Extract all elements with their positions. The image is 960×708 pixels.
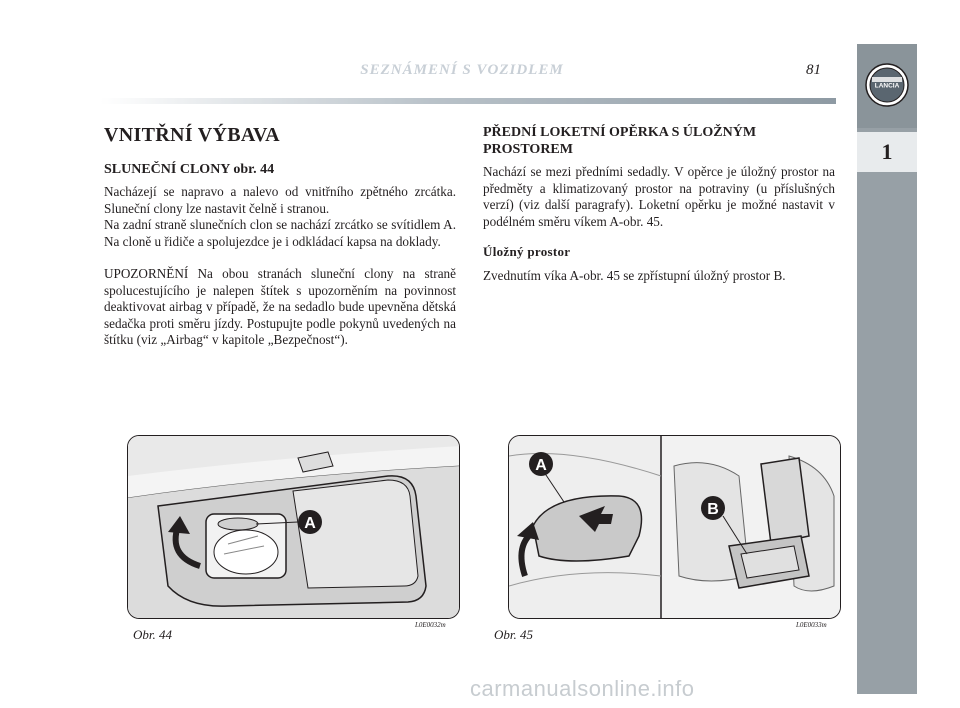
- figure-sun-visor: [127, 435, 460, 619]
- armrest-illustration: [509, 436, 841, 619]
- lancia-logo: [864, 62, 910, 108]
- running-header: SEZNÁMENÍ S VOZIDLEM: [360, 62, 564, 78]
- left-column: [104, 124, 456, 349]
- sun-visors-paragraph-2: Na zadní straně slunečních clon se nachází zrcátko se svítidlem A. Na cloně u řidiče a spolujezdce je i odkládací kapsa na doklady.: [104, 217, 456, 249]
- header-rule: [100, 98, 836, 104]
- storage-paragraph: Zvednutím víka A-obr. 45 se zpřístupní úložný prostor B.: [483, 268, 786, 283]
- sun-visor-illustration: [128, 436, 460, 619]
- label-a: A: [535, 457, 547, 474]
- label-a: A: [304, 515, 316, 532]
- armrest-heading: PŘEDNÍ LOKETNÍ OPĚRKA S ÚLOŽNÝM PROSTOREM: [483, 125, 757, 157]
- right-column: [483, 124, 835, 285]
- figure-44-code: L0E0032m: [415, 621, 446, 629]
- airbag-warning: UPOZORNĚNÍ Na obou stranách sluneční clony na straně spolucestujícího je nalepen štítek s upozorněním na povinnost deaktivovat airbag v případě, že na sedadlo bude upevněna dětská sedačka proti směru jízdy. Postupujte podle pokynů uvedených na štítku (viz „Airbag“ v kapitole „Bezpečnost“).: [104, 266, 456, 347]
- storage-heading: Úložný prostor: [483, 244, 571, 259]
- sun-visors-heading: SLUNEČNÍ CLONY obr. 44: [104, 162, 275, 177]
- page-number: 81: [806, 62, 821, 78]
- figure-45-caption: Obr. 45: [494, 627, 534, 642]
- section-heading: VNITŘNÍ VÝBAVA: [104, 124, 280, 146]
- armrest-paragraph-1: Nachází se mezi předními sedadly. V opěrce je úložný prostor na předměty a klimatizovaný prostor na potraviny (u příslušných verzí) (viz další paragrafy). Loketní opěrku je možné nastavit v podélném směru víkem A-obr. 45.: [483, 164, 835, 229]
- figure-44-caption: Obr. 44: [133, 627, 173, 642]
- sun-visors-paragraph-1: Nacházejí se napravo a nalevo od vnitřního zpětného zrcátka. Sluneční clony lze nastavit čelně i stranou.: [104, 184, 456, 216]
- watermark: carmanualsonline.info: [470, 676, 695, 701]
- label-b: B: [707, 501, 719, 518]
- figure-armrest: [508, 435, 841, 619]
- figure-45-code: L0E0033m: [796, 621, 827, 629]
- logo-text: LANCIA: [874, 82, 900, 90]
- chapter-number: 1: [857, 132, 917, 172]
